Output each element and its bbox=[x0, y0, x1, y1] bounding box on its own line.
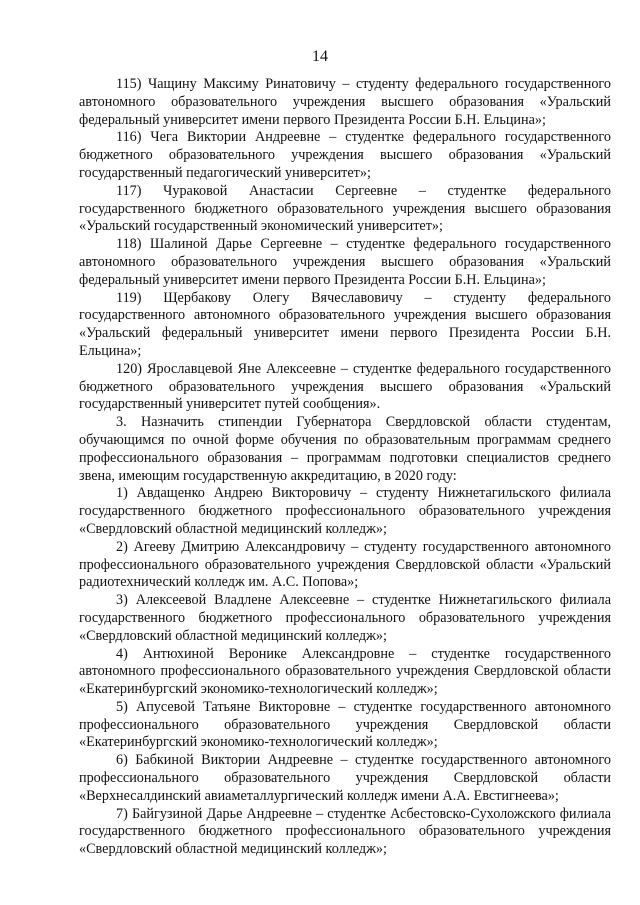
section-3-intro: 3. Назначить стипендии Губернатора Свердловской области студентам, обучающимся по очной форме обучения по образовательным программам среднего профессионального образования – программам подготовки специалистов среднего звена, имеющим государственную аккредитацию, в 2020 году: bbox=[79, 414, 611, 484]
list-item-117: 117) Чураковой Анастасии Сергеевне – студентке федерального государственного бюджетного образовательного учреждения высшего образования «Уральский государственный экономический университет»; bbox=[79, 182, 611, 235]
list-item-5: 5) Апусевой Татьяне Викторовне – студентке государственного автономного профессионального образовательного учреждения Свердловской области «Екатеринбургский экономико-технологический колледж»; bbox=[79, 698, 611, 751]
list-item-115: 115) Чащину Максиму Ринатовичу – студенту федерального государственного автономного образовательного учреждения высшего образования «Уральский федеральный университет имени первого Президента России Б.Н. Ельцина»; bbox=[79, 76, 611, 128]
list-item-120: 120) Ярославцевой Яне Алексеевне – студентке федерального государственного бюджетного образовательного учреждения высшего образования «Уральский государственный университет путей сообщения». bbox=[79, 360, 611, 413]
list-item-116: 116) Чега Виктории Андреевне – студентке федерального государственного бюджетного образовательного учреждения высшего образования «Уральский государственный педагогический университет»; bbox=[79, 129, 611, 181]
list-item-3: 3) Алексеевой Владлене Алексеевне – студентке Нижнетагильского филиала государственного бюджетного профессионального образовательного учреждения «Свердловский областной медицинский колледж»; bbox=[79, 592, 611, 644]
list-item-7: 7) Байгузиной Дарье Андреевне – студентке Асбестовско-Сухоложского филиала государственного бюджетного профессионального образовательного учреждения «Свердловский областной медицинский колледж»; bbox=[79, 805, 611, 858]
list-item-6: 6) Бабкиной Виктории Андреевне – студентке государственного автономного профессионального образовательного учреждения Свердловской области «Верхнесалдинский авиаметаллургический колледж имени А.А. Евстигнеева»; bbox=[79, 752, 611, 804]
list-item-119: 119) Щербакову Олегу Вячеславовичу – студенту федерального государственного автономного образовательного учреждения высшего образования «Уральский федеральный университет имени первого Президента России Б.Н. Ельцина»; bbox=[79, 289, 611, 359]
page-number: 14 bbox=[312, 48, 328, 65]
document-body bbox=[79, 76, 611, 859]
list-item-4: 4) Антюхиной Веронике Александровне – студентке государственного автономного профессионального образовательного учреждения Свердловской области «Екатеринбургский экономико-технологический колледж»; bbox=[79, 645, 611, 698]
list-item-118: 118) Шалиной Дарье Сергеевне – студентке федерального государственного автономного образовательного учреждения высшего образования «Уральский федеральный университет имени первого Президента России Б.Н. Ельцина»; bbox=[79, 236, 611, 288]
list-item-2: 2) Агееву Дмитрию Александровичу – студенту государственного автономного профессионального образовательного учреждения Свердловской области «Уральский радиотехнический колледж им. А.С. Попова»; bbox=[79, 538, 611, 591]
list-item-1: 1) Авдащенко Андрею Викторовичу – студенту Нижнетагильского филиала государственного бюджетного профессионального образовательного учреждения «Свердловский областной медицинский колледж»; bbox=[79, 485, 611, 537]
